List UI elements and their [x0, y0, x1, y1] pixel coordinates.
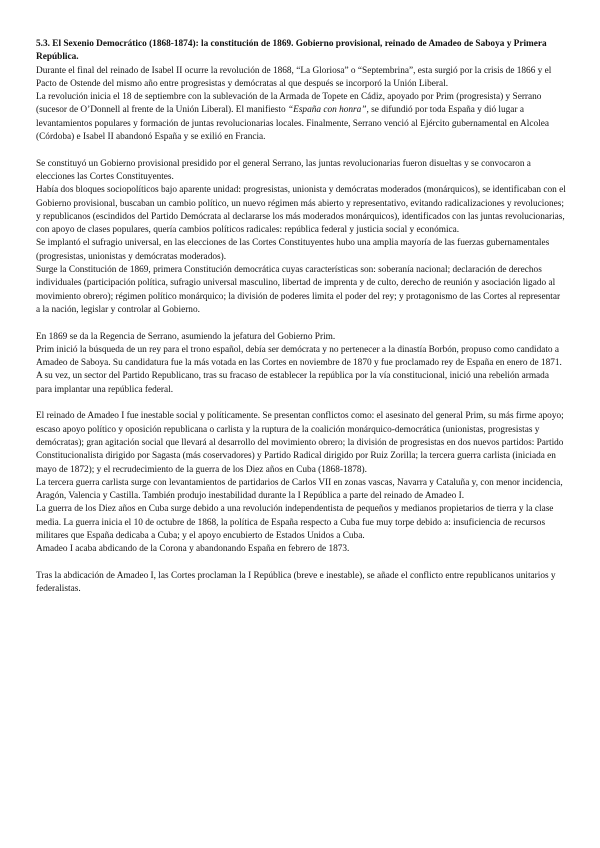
manifiesto-title: “España con honra”, — [287, 105, 369, 116]
paragraph-regencia: En 1869 se da la Regencia de Serrano, asumiendo la jefatura del Gobierno Prim. — [36, 331, 336, 342]
paragraph-abdicacion: Amadeo I acaba abdicando de la Corona y abandonando España en febrero de 1873. — [36, 544, 350, 555]
paragraph-sublevacion — [36, 91, 566, 144]
paragraph-gap — [36, 397, 566, 410]
paragraph-gap — [36, 144, 566, 157]
paragraph-guerra-carlista: La tercera guerra carlista surge con levantamientos de partidarios de Carlos VII en zonas vascas, Navarra y Cataluña y, con menor incidencia, Aragón, Valencia y Castilla. También produjo inestabilidad durante la I República a parte del reinado de Amadeo I. — [36, 477, 563, 502]
section-heading: 5.3. El Sexenio Democrático (1868-1874): la constitución de 1869. Gobierno provisional, reinado de Amadeo de Saboya y Primera República. — [36, 39, 547, 63]
paragraph-gap — [36, 557, 566, 570]
paragraph-revolucion-1868: Durante el final del reinado de Isabel II ocurre la revolución de 1868, “La Gloriosa” o “Septembrina”, esta surgió por la crisis de 1866 y el Pacto de Ostende del mismo año entre progresistas y demócratas al que después se incorporó la Unión Liberal. — [36, 65, 552, 89]
paragraph-reinado-amadeo: El reinado de Amadeo I fue inestable social y políticamente. Se presentan conflictos como: el asesinato del general Prim, su más firme apoyo; escaso apoyo político y oposición republicana o carlista y la ruptura de la coalición monárquico-democrática (unionistas, progresistas y demócratas); gran agitación social que llevará al desarrollo del movimiento obrero; la división de progresistas en dos nuevos partidos: Partido Constitucionalista dirigido por Sagasta (más coservadores) y Partido Radical dirigido por Ruiz Zorilla; la tercera guerra carlista (iniciada en mayo de 1872); y el recrudecimiento de la guerra de los Diez años en Cuba (1868-1878). — [36, 411, 564, 475]
sublevacion-text-b: se difundió por toda España y dió lugar a levantamientos populares y formación de juntas revolucionarias locales. Finalmente, Serrano venció al Ejército gubernamental en Alcolea (Córdoba) e Isabel II abandonó España y se exilió en Francia. — [36, 105, 549, 143]
paragraph-gobierno-provisional: Se constituyó un Gobierno provisional presidido por el general Serrano, las juntas revolucionarias fueron disueltas y se convocaron a elecciones las Cortes Constituyentes. — [36, 158, 531, 182]
paragraph-constitucion-1869: Surge la Constitución de 1869, primera Constitución democrática cuyas características son: soberanía nacional; declaración de derechos individuales (participación política, sufragio universal masculino, libertad de imprenta y de culto, derecho de reunión y asociación ligado al movimiento obrero); régimen político monárquico; la división de poderes limita el poder del rey; y protagonismo de las Cortes al representar a la nación, legislar y controlar al Gobierno. — [36, 265, 561, 315]
paragraph-sufragio: Se implantó el sufragio universal, en las elecciones de las Cortes Constituyentes hubo una amplia mayoría de las fuerzas gubernamentales (progresistas, unionistas y demócratas moderados). — [36, 238, 550, 262]
paragraph-guerra-cuba: La guerra de los Diez años en Cuba surge debido a una revolución independentista de pequeños y medianos propietarios de tierra y la clase media. La guerra inicia el 10 de octubre de 1868, la política de España respecto a Cuba fue muy torpe debido a: insuficiencia de recursos militares que España dedicaba a Cuba; y el apoyo encubierto de Estados Unidos a Cuba. — [36, 504, 554, 541]
sublevacion-text-a: La revolución inicia el 18 de septiembre con la sublevación de la Armada de Topete en Cádiz, apoyado por Prim (progresista) y Serrano (sucesor de O’Donnell al frente de la Unión Liberal). El manifiesto — [36, 92, 542, 116]
paragraph-rebelion-republicana: A su vez, un sector del Partido Republicano, tras su fracaso de establecer la república por la vía constitucional, inició una rebelión armada para implantar una república federal. — [36, 371, 549, 395]
paragraph-busqueda-rey: Prim inició la búsqueda de un rey para el trono español, debía ser demócrata y no pertenecer a la dinastía Borbón, propuso como candidato a Amadeo de Saboya. Su candidatura fue la más votada en las Cortes en noviembre de 1870 y fue proclamado rey de España en enero de 1871. — [36, 344, 562, 369]
document-page — [36, 38, 566, 596]
paragraph-gap — [36, 317, 566, 330]
paragraph-bloques: Había dos bloques sociopolíticos bajo aparente unidad: progresistas, unionista y demócratas moderados (monárquicos), se identificaban con el Gobierno provisional, buscaban un cambio político, un nuevo régimen más abierto y representativo, evitando radicalizaciones y revoluciones; y republicanos (escindidos del Partido Demócrata al declararse los más moderados monárquicos), identificados con las juntas revolucionarias, con apoyo de clases populares, quería cambios políticos radicales: república federal y justicia social y económica. — [36, 185, 566, 236]
paragraph-primera-republica: Tras la abdicación de Amadeo I, las Cortes proclaman la I República (breve e inestable), se añade el conflicto entre republicanos unitarios y federalistas. — [36, 570, 556, 595]
